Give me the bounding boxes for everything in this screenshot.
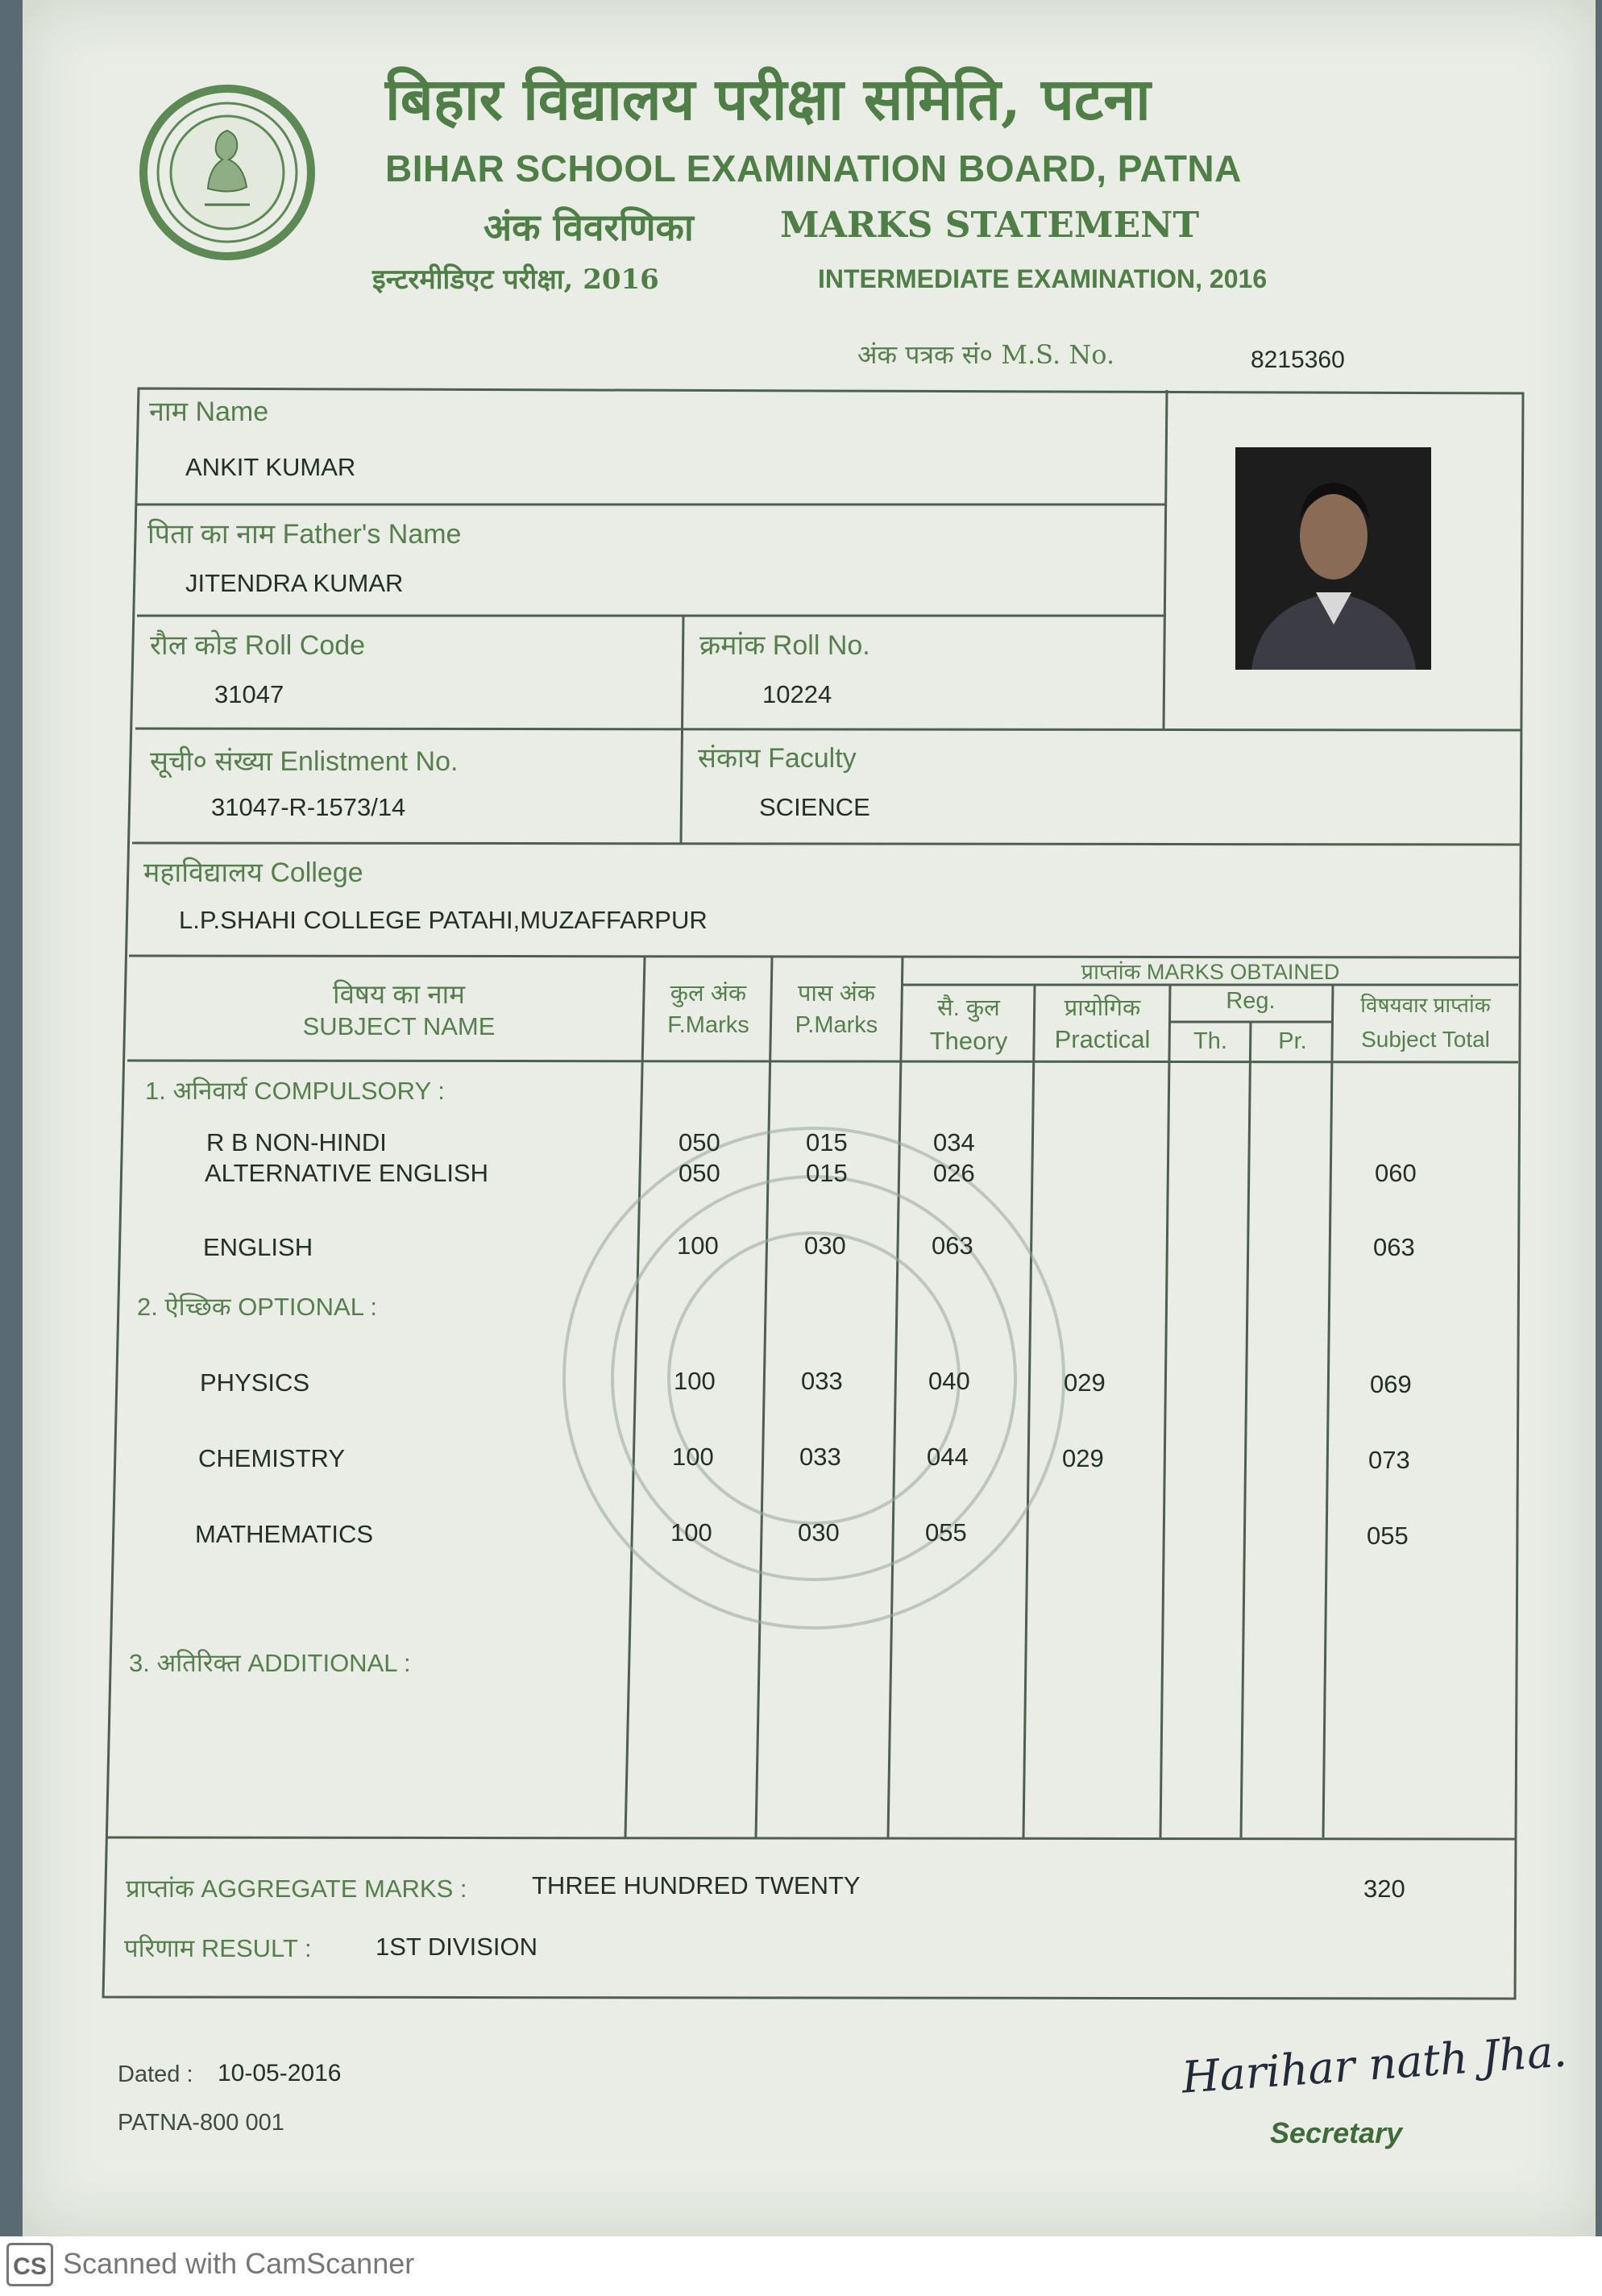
section-compulsory: 1. अनिवार्य COMPULSORY :: [145, 1077, 445, 1105]
subject-total-header-hindi: विषयवार प्राप्तांक: [1360, 993, 1491, 1017]
statement-title-english: MARKS STATEMENT: [780, 205, 1200, 246]
exam-title-hindi: इन्टरमीडिएट परीक्षा, 2016: [372, 264, 659, 296]
subject-fmarks: 100: [674, 1367, 716, 1395]
subject-practical: 029: [1064, 1368, 1106, 1397]
roll-code-value: 31047: [214, 680, 284, 708]
subject-name: PHYSICS: [200, 1368, 310, 1397]
pmarks-header-hindi: पास अंक: [797, 981, 876, 1007]
college-value: L.P.SHAHI COLLEGE PATAHI,MUZAFFARPUR: [179, 906, 708, 934]
student-name: ANKIT KUMAR: [185, 453, 356, 481]
aggregate-words: THREE HUNDRED TWENTY: [532, 1871, 861, 1899]
subject-pmarks: 015: [806, 1128, 848, 1156]
subject-name: ALTERNATIVE ENGLISH: [205, 1159, 488, 1187]
reg-practical-header: Pr.: [1278, 1028, 1307, 1054]
enlistment-value: 31047-R-1573/14: [211, 793, 406, 821]
fmarks-header-english: F.Marks: [667, 1012, 749, 1038]
subject-total: 055: [1367, 1522, 1409, 1550]
subject-pmarks: 030: [804, 1231, 846, 1260]
subject-total: 063: [1373, 1233, 1415, 1261]
subject-fmarks: 100: [672, 1443, 714, 1471]
name-label: नाम Name: [149, 397, 269, 427]
dated-value: 10-05-2016: [218, 2060, 342, 2086]
result-label: परिणाम RESULT :: [124, 1934, 312, 1962]
subject-theory: 034: [933, 1128, 975, 1156]
subject-pmarks: 033: [801, 1367, 843, 1395]
section-optional: 2. ऐच्छिक OPTIONAL :: [137, 1293, 378, 1321]
marks-obtained-header: प्राप्तांक MARKS OBTAINED: [1081, 960, 1340, 984]
theory-header-hindi: सै. कुल: [937, 995, 1000, 1021]
ms-number-label: अंक पत्रक सं० M.S. No.: [857, 339, 1115, 370]
subject-name: ENGLISH: [203, 1233, 313, 1261]
student-photo: [1235, 447, 1431, 670]
subject-theory: 044: [927, 1443, 969, 1471]
subject-name: MATHEMATICS: [195, 1520, 374, 1548]
subject-theory: 063: [932, 1231, 973, 1260]
subject-fmarks: 050: [679, 1128, 720, 1156]
subject-practical: 029: [1062, 1444, 1104, 1472]
result-value: 1ST DIVISION: [376, 1933, 537, 1961]
subject-pmarks: 033: [799, 1443, 841, 1471]
subject-total: 069: [1370, 1370, 1412, 1398]
subject-theory: 040: [928, 1367, 970, 1395]
exam-title-english: INTERMEDIATE EXAMINATION, 2016: [818, 264, 1268, 293]
fmarks-header-hindi: कुल अंक: [670, 981, 747, 1007]
subject-header-hindi: विषय का नाम: [333, 979, 465, 1009]
college-label: महाविद्यालय College: [143, 857, 363, 888]
camscanner-logo-icon: CS: [6, 2243, 53, 2286]
practical-header-hindi: प्रायोगिक: [1064, 995, 1141, 1021]
aggregate-number: 320: [1363, 1875, 1405, 1903]
subject-name: R B NON-HINDI: [206, 1128, 387, 1156]
statement-title-hindi: अंक विवरणिका: [484, 206, 694, 249]
roll-no-value: 10224: [762, 680, 832, 708]
subject-header-english: SUBJECT NAME: [302, 1012, 496, 1040]
dated-label: Dated :: [118, 2061, 193, 2087]
subject-total: 060: [1375, 1159, 1417, 1187]
subject-theory: 055: [925, 1518, 967, 1547]
section-additional: 3. अतिरिक्त ADDITIONAL :: [129, 1649, 411, 1677]
scanner-watermark-text: Scanned with CamScanner: [63, 2247, 415, 2280]
place-value: PATNA-800 001: [118, 2110, 284, 2136]
faculty-label: संकाय Faculty: [698, 743, 857, 774]
faculty-value: SCIENCE: [759, 793, 870, 821]
roll-no-label: क्रमांक Roll No.: [699, 630, 870, 661]
theory-header-english: Theory: [929, 1027, 1008, 1055]
roll-code-label: रौल कोड Roll Code: [150, 630, 366, 661]
subject-total-header-english: Subject Total: [1361, 1027, 1490, 1052]
subject-name: CHEMISTRY: [198, 1444, 346, 1472]
aggregate-label: प्राप्तांक AGGREGATE MARKS :: [126, 1875, 467, 1903]
enlistment-label: सूची० संख्या Enlistment No.: [150, 746, 459, 777]
father-name-label: पिता का नाम Father's Name: [147, 519, 462, 550]
subject-theory: 026: [933, 1159, 975, 1187]
subject-pmarks: 030: [798, 1518, 840, 1547]
reg-theory-header: Th.: [1193, 1028, 1227, 1054]
pmarks-header-english: P.Marks: [795, 1012, 878, 1038]
subject-total: 073: [1368, 1446, 1410, 1474]
ms-number-value: 8215360: [1251, 347, 1345, 373]
board-title-english: BIHAR SCHOOL EXAMINATION BOARD, PATNA: [385, 147, 1242, 189]
father-name: JITENDRA KUMAR: [185, 569, 404, 597]
subject-pmarks: 015: [806, 1159, 848, 1187]
secretary-title: Secretary: [1270, 2116, 1403, 2149]
subject-fmarks: 100: [677, 1231, 719, 1260]
board-title-hindi: बिहार विद्यालय परीक्षा समिति, पटना: [385, 64, 1151, 133]
subject-fmarks: 100: [670, 1518, 712, 1547]
subject-fmarks: 050: [679, 1159, 720, 1187]
secretary-signature: Harihar nath Jha.: [1180, 2025, 1569, 2103]
practical-header-english: Practical: [1054, 1025, 1151, 1053]
reg-header: Reg.: [1226, 988, 1276, 1014]
